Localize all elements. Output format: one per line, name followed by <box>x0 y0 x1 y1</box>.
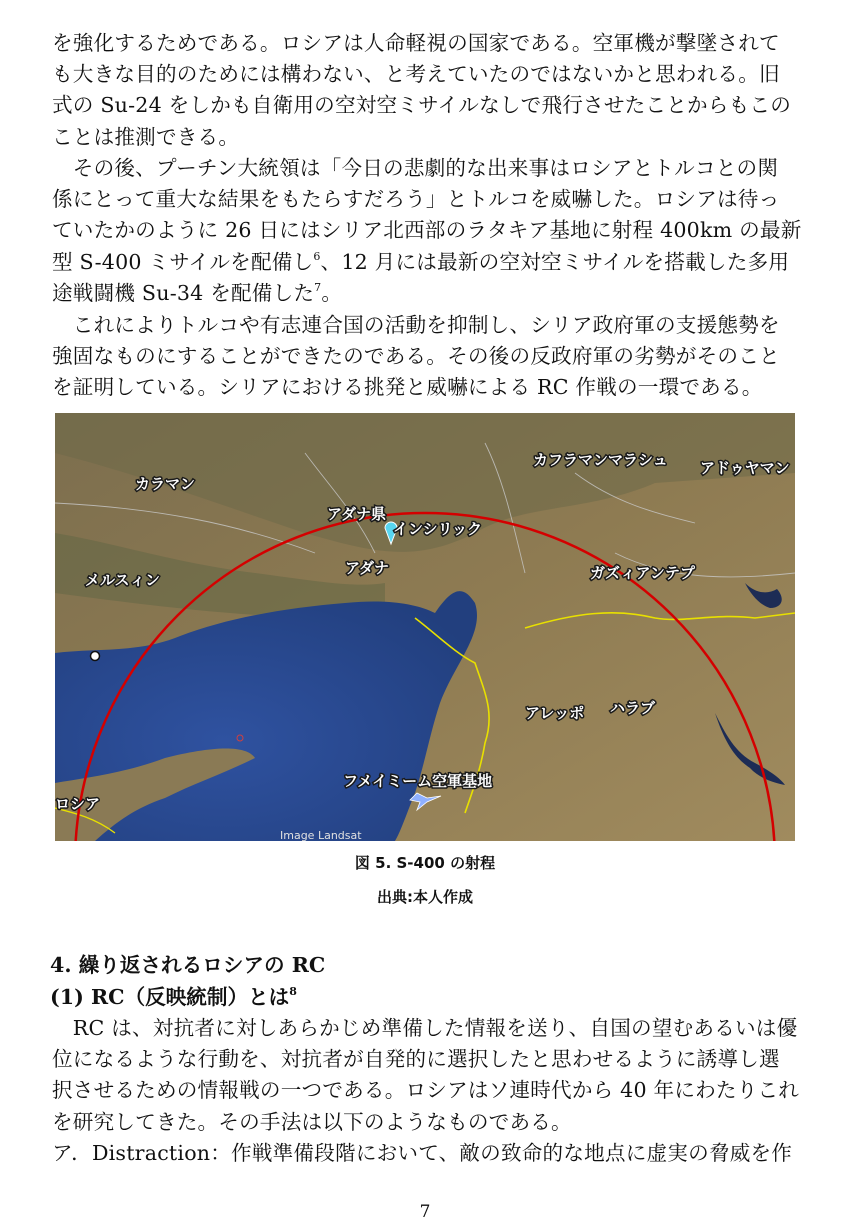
map-credit: Image Landsat <box>280 829 362 841</box>
subsection-heading-text: (1) RC（反映統制）とは <box>50 985 290 1009</box>
text-line: 択させるための情報戦の一つである。ロシアはソ連時代から 40 年にわたりこれ <box>52 1078 800 1103</box>
text-line: RC は、対抗者に対しあらかじめ準備した情報を送り、自国の望むあるいは優 <box>52 1016 798 1040</box>
map-label-cyprus: ロシア <box>55 795 101 813</box>
paragraph-3 <box>52 310 804 404</box>
map-label-gaziantep: ガズィアンテプ <box>590 564 695 582</box>
map-image <box>55 413 795 841</box>
text-line: を研究してきた。その手法は以下のようなものである。 <box>52 1109 572 1134</box>
text-line: ことは推測できる。 <box>52 124 240 149</box>
footnote-ref-6: 6 <box>313 249 321 263</box>
text-line: を強化するためである。ロシアは人命軽視の国家である。空軍機が撃墜されて <box>52 31 780 55</box>
map-label-kahramanmaras: カフラマンマラシュ <box>533 451 668 469</box>
map-label-hmeimim: フメイミーム空軍基地 <box>343 772 493 790</box>
s400-range-map <box>55 413 795 841</box>
text-line: も大きな目的のためには構わない、と考えていたのではないかと思われる。旧 <box>52 62 780 87</box>
page-number: 7 <box>419 1202 431 1222</box>
map-label-karaman: カラマン <box>135 475 196 493</box>
map-label-incirlik: インシリック <box>393 520 483 538</box>
paragraph-2 <box>52 153 804 309</box>
text-line: ていたかのように 26 日にはシリア北西部のラタキア基地に射程 400km の最新 <box>52 218 802 243</box>
section-heading: 4. 繰り返されるロシアの RC <box>50 953 326 977</box>
text-line: 式の Su-24 をしかも自衛用の空対空ミサイルなしで飛行させたことからもこの <box>52 93 791 118</box>
figure-caption: 図 5. S-400 の射程 <box>354 854 496 872</box>
paragraph-1 <box>52 28 804 153</box>
map-label-mersin: メルスィン <box>85 571 161 589</box>
text-segment: 型 S-400 ミサイルを配備し <box>52 249 314 274</box>
location-marker <box>91 652 100 661</box>
text-segment: 、12 月には最新の空対空ミサイルを搭載した多用 <box>320 249 790 274</box>
paragraph-4 <box>52 1013 804 1169</box>
map-label-aleppo: アレッポ <box>525 704 585 722</box>
map-label-adana-province: アダナ県 <box>327 505 386 523</box>
text-line <box>52 247 804 278</box>
text-line: 強固なものにすることができたのである。その後の反政府軍の劣勢がそのこと <box>52 344 780 369</box>
map-label-halab: ハラブ <box>610 699 656 717</box>
text-segment: 。 <box>321 280 343 305</box>
text-line: ア．Distraction：作戦準備段階において、敵の致命的な地点に虚実の脅威を作 <box>52 1140 793 1165</box>
text-line: を証明している。シリアにおける挑発と威嚇による RC 作戦の一環である。 <box>52 375 763 400</box>
map-label-adiyaman: アドゥヤマン <box>700 459 790 477</box>
text-line: 係にとって重大な結果をもたらすだろう」とトルコを威嚇した。ロシアは待っ <box>52 187 780 212</box>
text-segment: 途戦闘機 Su-34 を配備した <box>52 280 315 305</box>
text-line: 位になるような行動を、対抗者が自発的に選択したと思わせるように誘導し選 <box>52 1047 780 1072</box>
text-line: その後、プーチン大統領は「今日の悲劇的な出来事はロシアとトルコとの関 <box>52 156 779 180</box>
footnote-ref-7: 7 <box>314 280 322 294</box>
figure-source: 出典:本人作成 <box>377 888 473 906</box>
subsection-heading <box>50 980 297 1010</box>
map-label-adana: アダナ <box>345 559 389 577</box>
footnote-ref-8: 8 <box>289 985 297 998</box>
text-line: これによりトルコや有志連合国の活動を抑制し、シリア政府軍の支援態勢を <box>52 313 780 337</box>
text-line <box>52 278 804 309</box>
